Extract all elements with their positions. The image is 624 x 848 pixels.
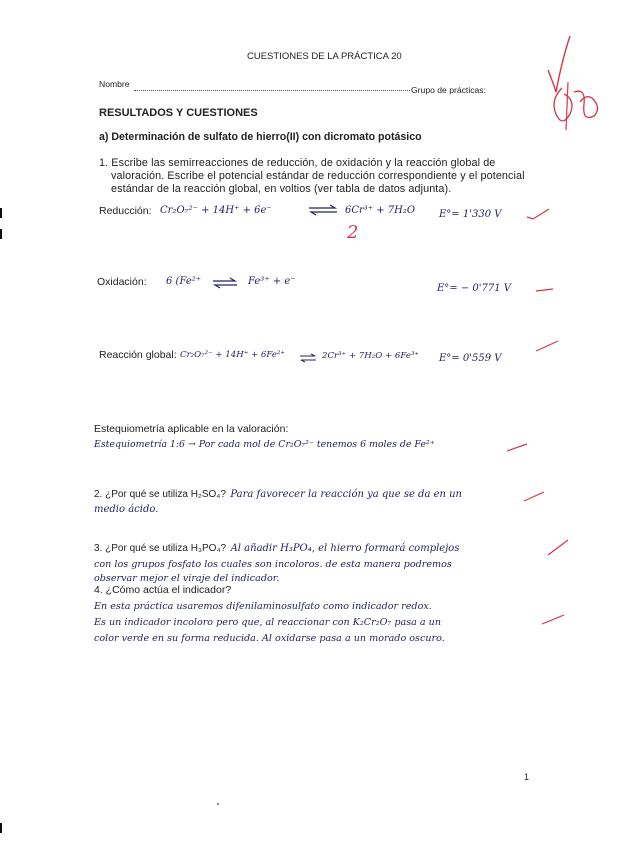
q3-answer-line: observar mejor el viraje del indicador. — [94, 573, 280, 584]
checkmark-icon — [546, 538, 570, 558]
q4-answer-line: En esta práctica usaremos difenilaminosulfato como indicador redox. — [94, 601, 432, 612]
q2-answer-line: medio ácido. — [94, 504, 159, 515]
q1-text — [99, 157, 539, 196]
nombre-label: Nombre — [99, 79, 130, 89]
scan-dot — [217, 803, 219, 805]
checkmark-icon — [534, 339, 560, 355]
equilibrium-arrow-icon — [308, 204, 338, 216]
global-eq-left: Cr₂O₇²⁻ + 14H⁺ + 6Fe²⁺ — [180, 350, 285, 360]
q3-question: 3. ¿Por qué se utiliza H₃PO₄? — [94, 543, 227, 554]
global-label: Reacción global: — [99, 349, 177, 361]
oxidacion-eq-right: Fe³⁺ + e⁻ — [248, 276, 296, 287]
oxidacion-potential: E°= − 0'771 V — [437, 283, 512, 294]
q2-block — [94, 484, 534, 515]
reduccion-eq-right: 6Cr³⁺ + 7H₂O — [345, 205, 416, 216]
section-title: RESULTADOS Y CUESTIONES — [99, 107, 258, 119]
q3-answer-line: Al añadir H₃PO₄, el hierro formará complejos — [230, 543, 460, 554]
q2-question: 2. ¿Por qué se utiliza H₂SO₄? — [94, 489, 226, 500]
checkmark-icon — [522, 490, 546, 504]
scan-edge-mark — [0, 229, 2, 239]
scan-edge-mark — [0, 208, 2, 218]
checkmark-icon — [540, 613, 566, 627]
grade-score-mark — [540, 30, 610, 130]
reduccion-correction: 2 — [347, 222, 359, 243]
global-eq-right: 2Cr³⁺ + 7H₂O + 6Fe³⁺ — [322, 351, 419, 361]
q3-answer-line: con los grupos fosfato los cuales son incoloros. de esta manera podremos — [94, 559, 452, 570]
q4-answer-line: color verde en su forma reducida. Al oxidarse pasa a un morado oscuro. — [94, 633, 445, 644]
reduccion-eq-left: Cr₂O₇²⁻ + 14H⁺ + 6e⁻ — [160, 205, 272, 216]
q4-answer — [94, 601, 534, 644]
checkmark-icon — [505, 442, 529, 454]
q1-text-line: valoración. Escribe el potencial estándar de reducción correspondiente y el potencial — [111, 170, 525, 182]
section-subtitle: a) Determinación de sulfato de hierro(II) con dicromato potásico — [99, 131, 422, 143]
q2-answer-line: Para favorecer la reacción ya que se da en un — [230, 489, 463, 500]
equilibrium-arrow-icon — [212, 277, 238, 289]
esteq-answer: Estequiometría 1:6 → Por cada mol de Cr₂O₇²⁻ tenemos 6 moles de Fe²⁺ — [94, 439, 435, 450]
oxidacion-eq-left: 6 (Fe²⁺ — [166, 276, 202, 287]
checkmark-icon — [535, 286, 555, 294]
equilibrium-arrow-icon — [299, 353, 317, 363]
scan-edge-mark — [0, 823, 2, 833]
global-potential: E°= 0'559 V — [439, 353, 502, 364]
q1-text-line: estándar de la reacción global, en voltios (ver tabla de datos adjunta). — [111, 183, 452, 195]
page-number: 1 — [524, 772, 530, 782]
esteq-label: Estequiometría aplicable en la valoración: — [94, 423, 289, 435]
q4-question: 4. ¿Cómo actúa el indicador? — [94, 584, 232, 596]
oxidacion-label: Oxidación: — [97, 276, 147, 288]
q3-block — [94, 538, 534, 584]
nombre-line — [134, 90, 410, 91]
checkmark-icon — [525, 207, 551, 221]
q1-text-line: 1. Escribe las semirreacciones de reducción, de oxidación y la reacción global de — [99, 157, 496, 169]
q4-answer-line: Es un indicador incoloro pero que, al reaccionar con K₂Cr₂O₇ pasa a un — [94, 617, 442, 628]
page-title: CUESTIONES DE LA PRÁCTICA 20 — [247, 51, 402, 62]
reduccion-potential: E°= 1'330 V — [439, 209, 502, 220]
reduccion-label: Reducción: — [99, 205, 152, 217]
grupo-label: Grupo de prácticas: — [411, 85, 486, 95]
